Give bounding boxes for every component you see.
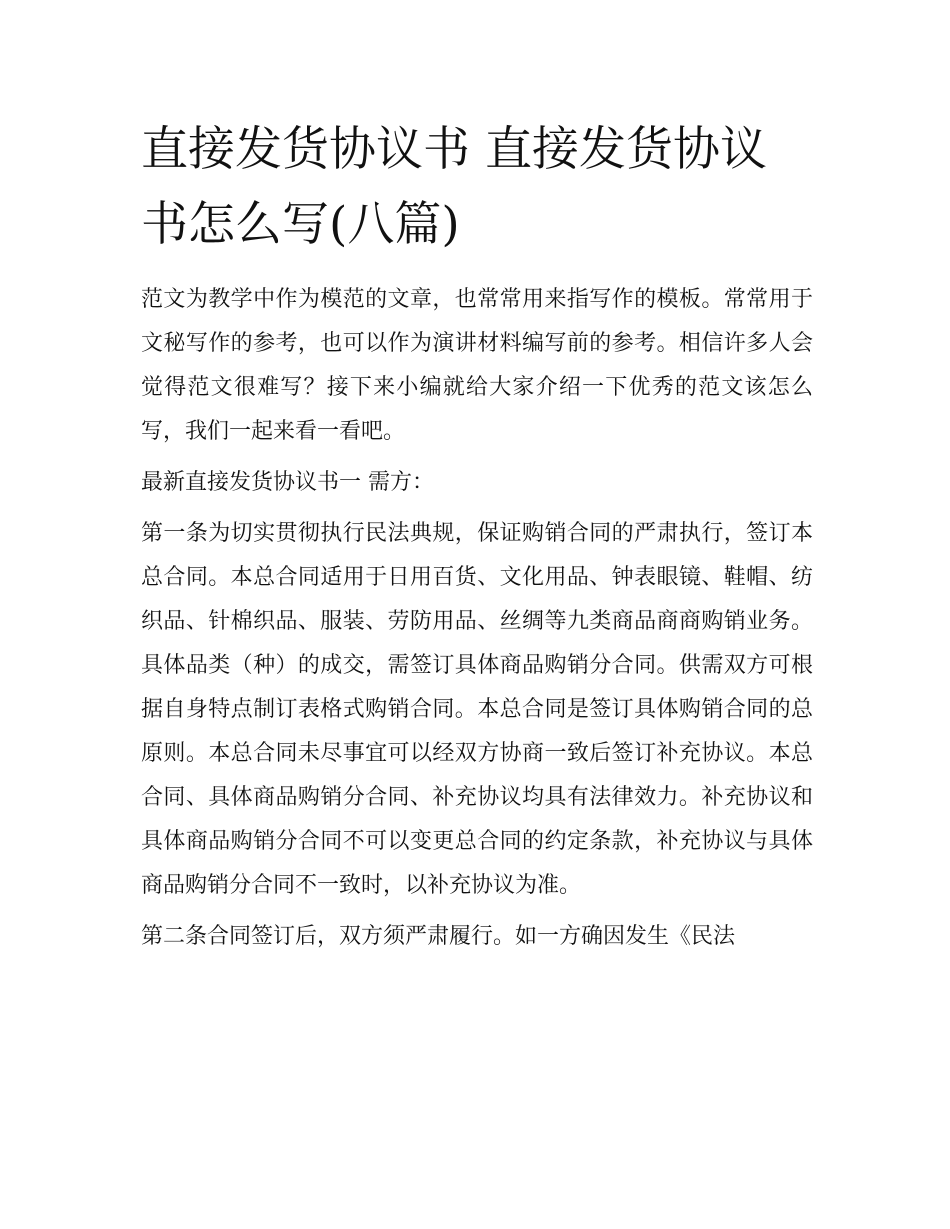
document-title: 直接发货协议书 直接发货协议书怎么写(八篇) — [141, 122, 767, 252]
paragraph-article-1: 第一条为切实贯彻执行民法典规，保证购销合同的严肃执行，签订本总合同。本总合同适用于日用百货、文化用品、钟表眼镜、鞋帽、纺织品、针棉织品、服装、劳防用品、丝绸等九类商品商商购销业务。具体品类（种）的成交，需签订具体商品购销分合同。供需双方可根据自身特点制订表格式购销合同。本总合同是签订具体购销合同的总原则。本总合同未尽事宜可以经双方协商一致后签订补充协议。本总合同、具体商品购销分合同、补充协议均具有法律效力。补充协议和具体商品购销分合同不可以变更总合同的约定条款，补充协议与具体商品购销分合同不一致时，以补充协议为准。 — [141, 521, 813, 898]
paragraph-intro: 范文为教学中作为模范的文章，也常常用来指写作的模板。常常用于文秘写作的参考，也可以作为演讲材料编写前的参考。相信许多人会觉得范文很难写？接下来小编就给大家介绍一下优秀的范文该怎么写，我们一起来看一看吧。 — [141, 287, 813, 444]
paragraph-article-2: 第二条合同签订后，双方须严肃履行。如一方确因发生《民法 — [141, 924, 736, 949]
document-body — [141, 278, 813, 966]
paragraph-section-heading: 最新直接发货协议书一 需方： — [141, 470, 434, 495]
